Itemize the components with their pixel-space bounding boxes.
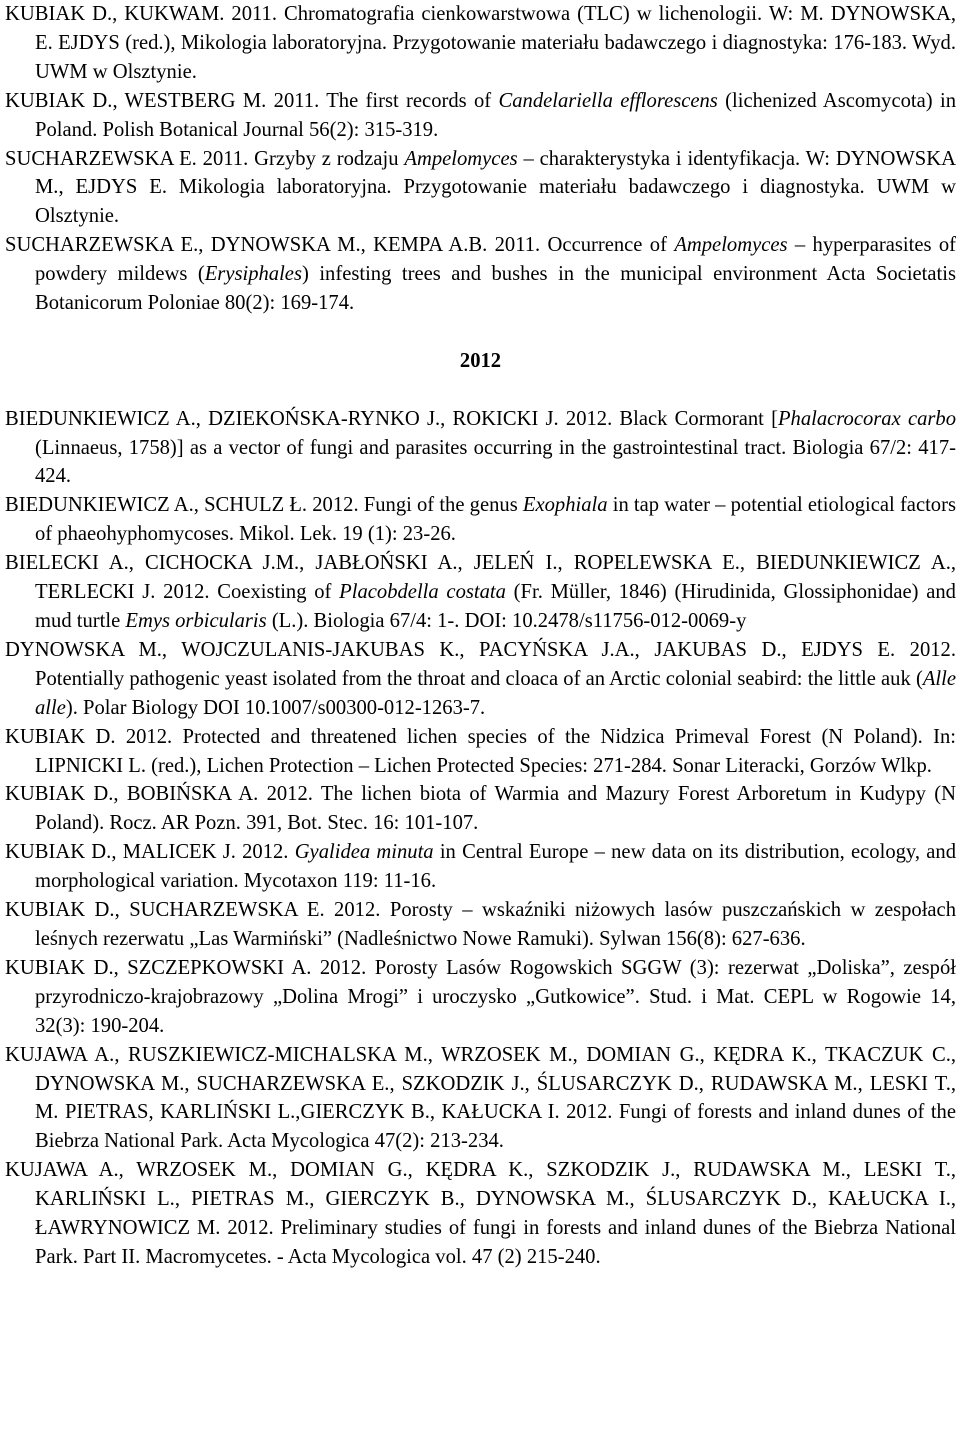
reference-entry bbox=[5, 1156, 956, 1272]
reference-entry bbox=[5, 145, 956, 232]
italic-taxon-name: Candelariella efflorescens bbox=[498, 89, 718, 112]
italic-taxon-name: Ampelomyces bbox=[674, 234, 788, 257]
reference-entry bbox=[5, 954, 956, 1041]
reference-entry bbox=[5, 896, 956, 954]
reference-entry bbox=[5, 1041, 956, 1157]
italic-taxon-name: Ampelomyces bbox=[404, 147, 518, 170]
reference-text: SUCHARZEWSKA E., DYNOWSKA M., KEMPA A.B. 2011. Occurrence of bbox=[5, 234, 675, 257]
reference-list-2012 bbox=[5, 405, 956, 1272]
reference-text: – hyperparasites of powdery mildews ( bbox=[35, 234, 956, 286]
italic-taxon-name: Placobdella costata bbox=[339, 581, 506, 604]
italic-taxon-name: Alle alle bbox=[35, 667, 956, 719]
reference-text: in Central Europe – new data on its distribution, ecology, and morphological variation. Mycotaxon 119: 11-16. bbox=[35, 841, 956, 893]
reference-entry bbox=[5, 0, 956, 87]
italic-taxon-name: Gyalidea minuta bbox=[294, 841, 434, 864]
reference-entry bbox=[5, 491, 956, 549]
reference-text: DYNOWSKA M., WOJCZULANIS-JAKUBAS K., PACYŃSKA J.A., JAKUBAS D., EJDYS E. 2012. Potentially pathogenic yeast isolated from the throat and cloaca of an Arctic colonial seabird: the little auk ( bbox=[5, 638, 956, 690]
italic-taxon-name: Exophiala bbox=[522, 494, 608, 517]
reference-entry bbox=[5, 231, 956, 318]
reference-entry bbox=[5, 780, 956, 838]
reference-text: (lichenized Ascomycota) in Poland. Polish Botanical Journal 56(2): 315-319. bbox=[35, 89, 956, 141]
italic-taxon-name: Phalacrocorax carbo bbox=[777, 407, 956, 430]
reference-entry bbox=[5, 636, 956, 723]
year-heading: 2012 bbox=[459, 349, 502, 372]
reference-text: SUCHARZEWSKA E. 2011. Grzyby z rodzaju bbox=[5, 147, 405, 170]
reference-entry bbox=[5, 723, 956, 781]
reference-text: ). Polar Biology DOI 10.1007/s00300-012-1263-7. bbox=[65, 696, 486, 719]
reference-text: KUBIAK D., KUKWAM. 2011. Chromatografia cienkowarstwowa (TLC) w lichenologii. W: M. DYNOWSKA, E. EJDYS (red.), Mikologia laboratoryjna. Przygotowanie materiału badawczego i diagnostyka: 176-183. Wyd. UWM w Olsztynie. bbox=[5, 3, 956, 83]
reference-text: BIEDUNKIEWICZ A., SCHULZ Ł. 2012. Fungi of the genus bbox=[5, 494, 523, 517]
reference-entry bbox=[5, 87, 956, 145]
reference-text: KUBIAK D., SZCZEPKOWSKI A. 2012. Porosty Lasów Rogowskich SGGW (3): rezerwat „Doliska”, zespół przyrodniczo-krajobrazowy „Dolina Mrogi” i uroczysko „Gutkowice”. Stud. i Mat. CEPL w Rogowie 14, 32(3): 190-204. bbox=[5, 956, 956, 1037]
reference-text: (Fr. Müller, 1846) (Hirudinida, Glossiphonidae) and mud turtle bbox=[35, 581, 956, 632]
reference-text: BIELECKI A., CICHOCKA J.M., JABŁOŃSKI A., JELEŃ I., ROPELEWSKA E., BIEDUNKIEWICZ A., TERLECKI J. 2012. Coexisting of bbox=[5, 552, 956, 604]
reference-text: KUJAWA A., WRZOSEK M., DOMIAN G., KĘDRA K., SZKODZIK J., RUDAWSKA M., LESKI T., KARLIŃSKI L., PIETRAS M., GIERCZYK B., DYNOWSKA M., ŚLUSARCZYK D., KAŁUCKA I., ŁAWRYNOWICZ M. 2012. Preliminary studies of fungi in forests and inland dunes of the Biebrza National Park. Part II. Macromycetes. - Acta Mycologica vol. 47 (2) 215-240. bbox=[5, 1159, 956, 1268]
reference-text: (Linnaeus, 1758)] as a vector of fungi and parasites occurring in the gastrointestinal tract. Biologia 67/2: 417-424. bbox=[35, 436, 956, 488]
reference-entry bbox=[5, 549, 956, 636]
italic-taxon-name: Emys orbicularis bbox=[125, 610, 267, 632]
reference-text: KUBIAK D., MALICEK J. 2012. bbox=[5, 841, 295, 864]
reference-text: – charakterystyka i identyfikacja. W: DYNOWSKA M., EJDYS E. Mikologia laboratoryjna. Przygotowanie materiału badawczego i diagnostyka. UWM w Olsztynie. bbox=[35, 147, 957, 228]
reference-text: KUBIAK D., WESTBERG M. 2011. The first records of bbox=[5, 89, 499, 112]
reference-entry bbox=[5, 405, 956, 492]
reference-list-2011 bbox=[5, 0, 956, 318]
reference-entry bbox=[5, 838, 956, 896]
reference-text: ) infesting trees and bushes in the municipal environment Acta Societatis Botanicorum Poloniae 80(2): 169-174. bbox=[35, 263, 957, 315]
reference-text: KUJAWA A., RUSZKIEWICZ-MICHALSKA M., WRZOSEK M., DOMIAN G., KĘDRA K., TKACZUK C., DYNOWSKA M., SUCHARZEWSKA E., SZKODZIK J., ŚLUSARCZYK D., RUDAWSKA M., LESKI T., M. PIETRAS, KARLIŃSKI L.,GIERCZYK B., KAŁUCKA I. 2012. Fungi of forests and inland dunes of the Biebrza National Park. Acta Mycologica 47(2): 213-234. bbox=[5, 1043, 956, 1153]
reference-text: in tap water – potential etiological factors of phaeohyphomycoses. Mikol. Lek. 19 (1): 23-26. bbox=[35, 494, 956, 546]
reference-text: KUBIAK D., SUCHARZEWSKA E. 2012. Porosty – wskaźniki niżowych lasów puszczańskich w zespołach leśnych rezerwatu „Las Warmiński” (Nadleśnictwo Nowe Ramuki). Sylwan 156(8): 627-636. bbox=[5, 899, 956, 950]
reference-text: KUBIAK D. 2012. Protected and threatened lichen species of the Nidzica Primeval Forest (N Poland). In: LIPNICKI L. (red.), Lichen Protection – Lichen Protected Species: 271-284. Sonar Literacki, Gorzów Wlkp. bbox=[5, 725, 956, 777]
reference-text: (L.). Biologia 67/4: 1-. DOI: 10.2478/s11756-012-0069-y bbox=[266, 610, 747, 632]
italic-taxon-name: Erysiphales bbox=[204, 263, 302, 286]
reference-text: BIEDUNKIEWICZ A., DZIEKOŃSKA-RYNKO J., ROKICKI J. 2012. Black Cormorant [ bbox=[5, 407, 778, 430]
reference-text: KUBIAK D., BOBIŃSKA A. 2012. The lichen biota of Warmia and Mazury Forest Arboretum in Kudypy (N Poland). Rocz. AR Pozn. 391, Bot. Stec. 16: 101-107. bbox=[5, 783, 956, 835]
